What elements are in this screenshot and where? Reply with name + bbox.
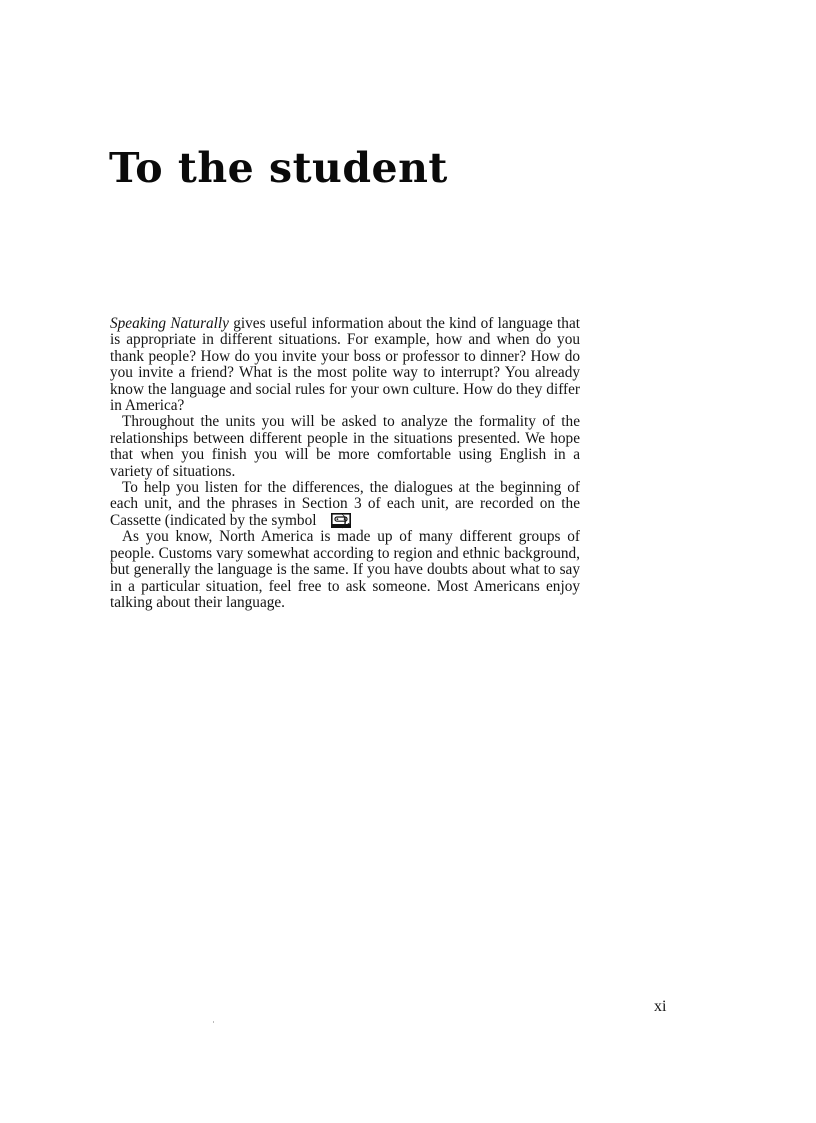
page-title: To the student	[109, 144, 448, 192]
paragraph-cassette-end: ).	[341, 511, 351, 529]
paragraph-formality: Throughout the units you will be asked to analyze the formality of the relationships between different people in the situations presented. We hope that when you finish you will be more comfortable using English in a variety of situations.	[110, 413, 580, 480]
scan-speck	[213, 1021, 214, 1023]
paragraph-intro-text: gives useful information about the kind of language that is appropriate in different situations. For example, how and when do you thank people? How do you invite your boss or professor to dinner? How do you invite a friend? What is the most polite way to interrupt? You already know the language and social rules for your own culture. How do they differ in America?	[110, 315, 580, 415]
book-title-italic: Speaking Naturally	[110, 315, 229, 332]
body-text	[110, 316, 580, 611]
cassette-icon	[319, 513, 339, 528]
paragraph-customs: As you know, North America is made up of many different groups of people. Customs vary somewhat according to region and ethnic background, but generally the language is the same. If you have doubts about what to say in a particular situation, feel free to ask someone. Most Americans enjoy talking about their language.	[110, 528, 580, 611]
paragraph-cassette	[110, 480, 580, 529]
paragraph-intro	[110, 316, 580, 414]
paragraph-cassette-text: To help you listen for the differences, the dialogues at the beginning of each unit, and the phrases in Section 3 of each unit, are recorded on the Cassette (indicated by the symbol	[110, 479, 580, 529]
page-number: xi	[654, 998, 667, 1015]
